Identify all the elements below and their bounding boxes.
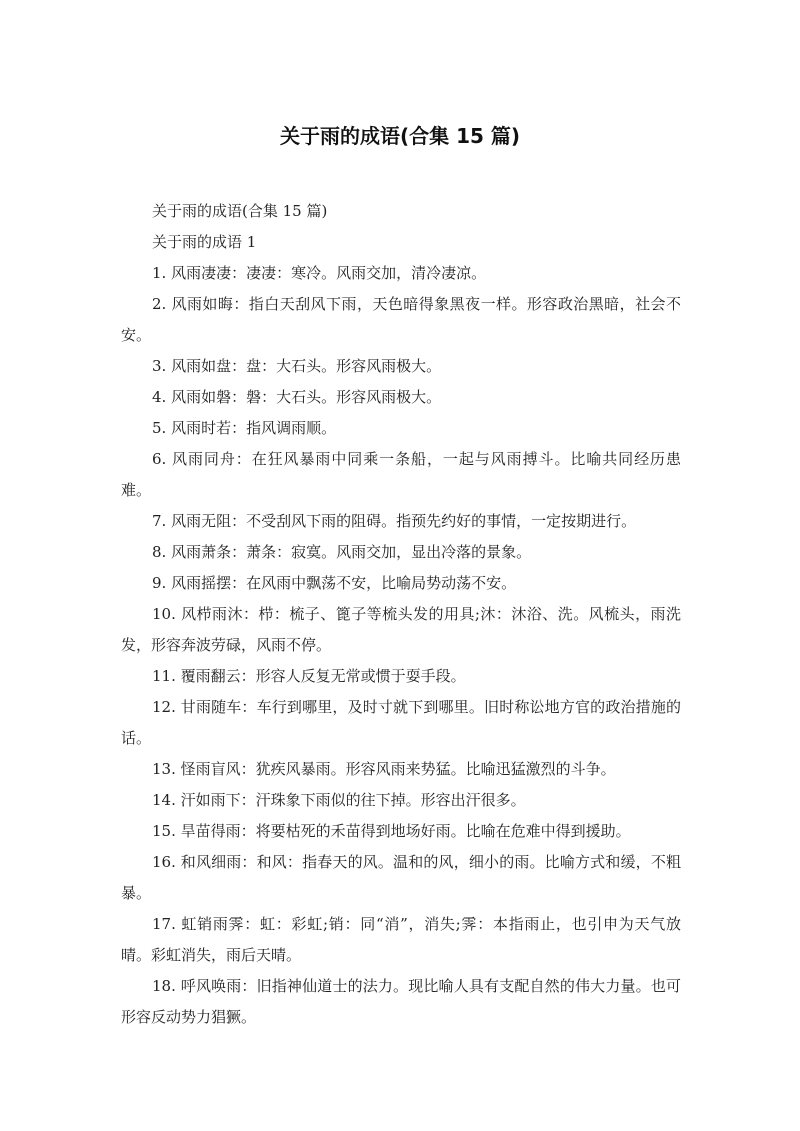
idiom-item-8: 8. 风雨萧条：萧条：寂寞。风雨交加，显出冷落的景象。 xyxy=(152,543,532,561)
idiom-item-16: 16. 和风细雨：和风：指春天的风。温和的风，细小的雨。比喻方式和缓，不粗暴。 xyxy=(121,853,681,902)
idiom-item-10: 10. 风栉雨沐：栉：梳子、篦子等梳头发的用具;沐：沐浴、洗。风梳头，雨洗发，形容奔波劳碌，风雨不停。 xyxy=(121,605,681,654)
idiom-item-15: 15. 旱苗得雨：将要枯死的禾苗得到地场好雨。比喻在危难中得到援助。 xyxy=(152,822,631,840)
idiom-item-4: 4. 风雨如磐：磐：大石头。形容风雨极大。 xyxy=(152,388,442,406)
idiom-item-5: 5. 风雨时若：指风调雨顺。 xyxy=(152,419,337,437)
idiom-item-9: 9. 风雨摇摆：在风雨中飘荡不安，比喻局势动荡不安。 xyxy=(152,574,517,592)
idiom-item-1: 1. 风雨凄凄：凄凄：寒冷。风雨交加，清冷凄凉。 xyxy=(152,264,487,282)
subtitle: 关于雨的成语(合集 15 篇) xyxy=(152,202,328,220)
idiom-item-7: 7. 风雨无阻：不受刮风下雨的阻碍。指预先约好的事情，一定按期进行。 xyxy=(152,512,637,530)
idiom-item-11: 11. 覆雨翻云：形容人反复无常或惯于耍手段。 xyxy=(152,667,466,685)
document-body xyxy=(121,196,681,1033)
idiom-item-13: 13. 怪雨盲风：犹疾风暴雨。形容风雨来势猛。比喻迅猛激烈的斗争。 xyxy=(152,760,616,778)
idiom-item-2: 2. 风雨如晦：指白天刮风下雨，天色暗得象黑夜一样。形容政治黑暗，社会不安。 xyxy=(121,295,681,344)
idiom-item-18: 18. 呼风唤雨：旧指神仙道士的法力。现比喻人具有支配自然的伟大力量。也可形容反动势力猖獗。 xyxy=(121,977,681,1026)
section-heading: 关于雨的成语 1 xyxy=(152,233,257,251)
idiom-item-14: 14. 汗如雨下：汗珠象下雨似的往下掉。形容出汗很多。 xyxy=(152,791,526,809)
idiom-item-17: 17. 虹销雨霁：虹：彩虹;销：同“消”，消失;霁：本指雨止，也引申为天气放晴。彩虹消失，雨后天晴。 xyxy=(121,915,681,964)
idiom-item-6: 6. 风雨同舟：在狂风暴雨中同乘一条船，一起与风雨搏斗。比喻共同经历患难。 xyxy=(121,450,681,499)
idiom-item-12: 12. 甘雨随车：车行到哪里，及时寸就下到哪里。旧时称讼地方官的政治措施的话。 xyxy=(121,698,681,747)
document-title: 关于雨的成语(合集 15 篇) xyxy=(279,124,521,148)
idiom-item-3: 3. 风雨如盘：盘：大石头。形容风雨极大。 xyxy=(152,357,442,375)
